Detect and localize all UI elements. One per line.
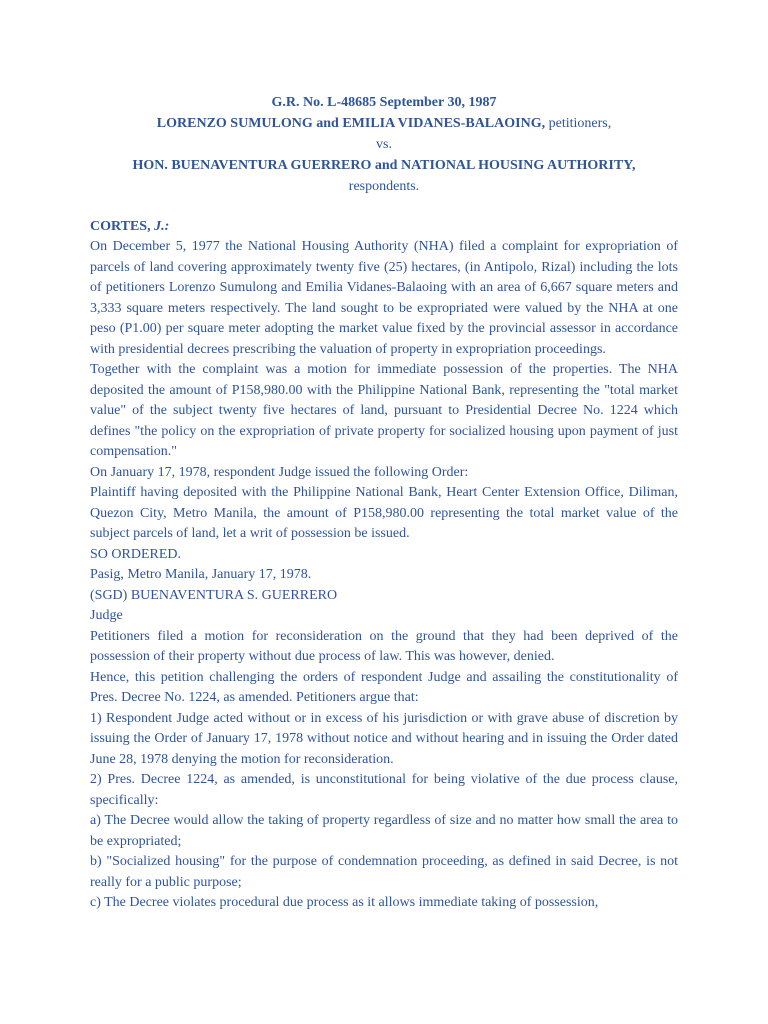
paragraph-5: SO ORDERED. xyxy=(90,546,182,562)
paragraph-6: Pasig, Metro Manila, January 17, 1978. xyxy=(90,567,312,582)
paragraph-2: Together with the complaint was a motion for immediate possession of the properties. The NHA deposited the amount of P158,980.00 with the Philippine National Bank, representing the "total market value" of the subject twenty five hectares of land, pursuant to Presidential Decree No. 1224 which defines "the policy on the expropriation of private property for socialized housing upon payment of just compensation." xyxy=(90,362,678,459)
author-title: J.: xyxy=(150,219,170,234)
paragraph-11: 1) Respondent Judge acted without or in excess of his jurisdiction or with grave abuse of discretion by issuing the Order of January 17, 1978 without notice and without hearing and in issuing the Order dated June 28, 1978 denying the motion for reconsideration. xyxy=(90,710,678,767)
paragraph-4: Plaintiff having deposited with the Philippine National Bank, Heart Center Extension Office, Diliman, Quezon City, Metro Manila, the amount of P158,980.00 representing the total market value of the subject parcels of land, let a writ of possession be issued. xyxy=(90,485,678,541)
versus: vs. xyxy=(376,137,392,152)
paragraph-10: Hence, this petition challenging the orders of respondent Judge and assailing the constitutionality of Pres. Decree No. 1224, as amended. Petitioners argue that: xyxy=(90,669,678,705)
paragraph-15: c) The Decree violates procedural due process as it allows immediate taking of possession, xyxy=(90,895,599,910)
paragraph-3: On January 17, 1978, respondent Judge issued the following Order: xyxy=(90,464,469,480)
petitioners-line xyxy=(90,113,678,134)
paragraph-7: (SGD) BUENAVENTURA S. GUERRERO xyxy=(90,587,338,603)
author-name: CORTES, xyxy=(90,219,151,234)
case-number: G.R. No. L-48685 September 30, 1987 xyxy=(271,95,497,110)
petitioners-role: petitioners, xyxy=(545,116,612,131)
paragraph-14: b) "Socialized housing" for the purpose of condemnation proceeding, as defined in said Decree, is not really for a public purpose; xyxy=(90,854,678,890)
paragraph-1: On December 5, 1977 the National Housing Authority (NHA) filed a complaint for expropriation of parcels of land covering approximately twenty five (25) hectares, (in Antipolo, Rizal) including the lots of petitioners Lorenzo Sumulong and Emilia Vidanes-Balaoing with an area of 6,667 square meters and 3,333 square meters respectively. The land sought to be expropriated were valued by the NHA at one peso (P1.00) per square meter adopting the market value fixed by the provincial assessor in accordance with presidential decrees prescribing the valuation of property in expropriation proceedings. xyxy=(90,239,678,357)
paragraph-9: Petitioners filed a motion for reconsideration on the ground that they had been deprived of the possession of their property without due process of law. This was however, denied. xyxy=(90,628,678,664)
paragraph-12: 2) Pres. Decree 1224, as amended, is unconstitutional for being violative of the due process clause, specifically: xyxy=(90,772,678,808)
respondents-names: HON. BUENAVENTURA GUERRERO and NATIONAL HOUSING AUTHORITY, xyxy=(132,158,636,173)
petitioners-names: LORENZO SUMULONG and EMILIA VIDANES-BALAOING, xyxy=(156,116,546,131)
author-line xyxy=(90,217,678,237)
case-header xyxy=(90,92,678,197)
respondents-role: respondents. xyxy=(348,179,420,194)
paragraph-13: a) The Decree would allow the taking of property regardless of size and no matter how small the area to be expropriated; xyxy=(90,813,678,849)
paragraph-8: Judge xyxy=(90,608,123,623)
opinion-body xyxy=(90,237,678,914)
